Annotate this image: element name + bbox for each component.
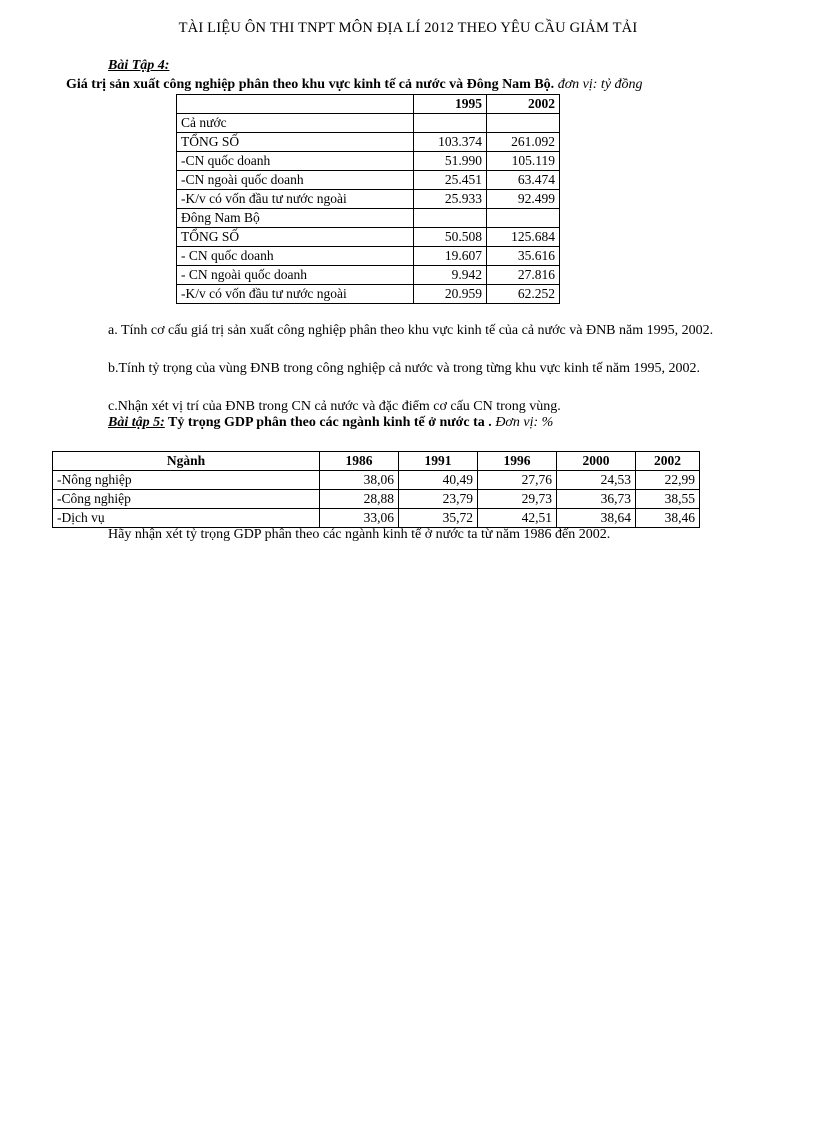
table-cell: 33,06 bbox=[320, 509, 399, 528]
table-cell: -CN ngoài quốc doanh bbox=[177, 171, 414, 190]
table-header-row bbox=[53, 452, 700, 471]
table-header-cell bbox=[177, 95, 414, 114]
table-cell: TỔNG SỐ bbox=[177, 133, 414, 152]
table-row bbox=[177, 114, 560, 133]
table-cell: 29,73 bbox=[478, 490, 557, 509]
gdp-share-table bbox=[52, 451, 700, 528]
table-cell: 27,76 bbox=[478, 471, 557, 490]
table-cell: Cả nước bbox=[177, 114, 414, 133]
table-cell bbox=[414, 114, 487, 133]
table-cell: Đông Nam Bộ bbox=[177, 209, 414, 228]
table-cell: 20.959 bbox=[414, 285, 487, 304]
table-row bbox=[53, 471, 700, 490]
exercise-4-caption-text: Giá trị sản xuất công nghiệp phân theo khu vực kinh tế cả nước và Đông Nam Bộ. bbox=[66, 77, 555, 92]
table-header-cell: 1991 bbox=[399, 452, 478, 471]
table-cell bbox=[487, 209, 560, 228]
table-row bbox=[177, 228, 560, 247]
table-cell: TỔNG SỐ bbox=[177, 228, 414, 247]
table-row bbox=[177, 133, 560, 152]
table-cell: 105.119 bbox=[487, 152, 560, 171]
table-cell: -CN quốc doanh bbox=[177, 152, 414, 171]
table-cell: 23,79 bbox=[399, 490, 478, 509]
table-cell bbox=[414, 209, 487, 228]
exercise-5-heading bbox=[108, 415, 553, 431]
table-cell: 38,06 bbox=[320, 471, 399, 490]
table-cell: 35.616 bbox=[487, 247, 560, 266]
table-header-cell: 1986 bbox=[320, 452, 399, 471]
exercise-5-unit: Đơn vị: % bbox=[495, 415, 554, 430]
table-cell: 19.607 bbox=[414, 247, 487, 266]
document-title: TÀI LIỆU ÔN THI TNPT MÔN ĐỊA LÍ 2012 THEO YÊU CẦU GIẢM TẢI bbox=[178, 20, 638, 36]
table-cell: 42,51 bbox=[478, 509, 557, 528]
table-cell: - CN quốc doanh bbox=[177, 247, 414, 266]
table-cell: 40,49 bbox=[399, 471, 478, 490]
table-cell: -Công nghiệp bbox=[53, 490, 320, 509]
table-row bbox=[177, 190, 560, 209]
table-row bbox=[53, 509, 700, 528]
table-cell: -K/v có vốn đầu tư nước ngoài bbox=[177, 190, 414, 209]
table-row bbox=[177, 247, 560, 266]
table-cell: 63.474 bbox=[487, 171, 560, 190]
table-cell bbox=[487, 114, 560, 133]
table-cell: -Nông nghiệp bbox=[53, 471, 320, 490]
table-header-cell: 2000 bbox=[557, 452, 636, 471]
exercise-4-caption bbox=[66, 77, 643, 93]
table-row bbox=[177, 209, 560, 228]
exercise-5-instruction: Hãy nhận xét tỷ trọng GDP phân theo các ngành kinh tế ở nước ta từ năm 1986 đến 2002. bbox=[108, 527, 611, 542]
question-c-text: c.Nhận xét vị trí của ĐNB trong CN cả nước và đặc điểm cơ cấu CN trong vùng. bbox=[108, 399, 561, 414]
table-header-cell: 1995 bbox=[414, 95, 487, 114]
question-c bbox=[60, 398, 757, 416]
question-b-text: b.Tính tỷ trọng của vùng ĐNB trong công nghiệp cả nước và trong từng khu vực kinh tế năm 1995, 2002. bbox=[108, 361, 701, 376]
table-header-cell: 2002 bbox=[487, 95, 560, 114]
table-row bbox=[177, 171, 560, 190]
table-cell: 9.942 bbox=[414, 266, 487, 285]
table-cell: 36,73 bbox=[557, 490, 636, 509]
table-cell: 28,88 bbox=[320, 490, 399, 509]
exercise-4-heading: Bài Tập 4: bbox=[108, 58, 170, 73]
table-cell: 92.499 bbox=[487, 190, 560, 209]
table-cell: 22,99 bbox=[636, 471, 700, 490]
table-row bbox=[177, 285, 560, 304]
question-a-text: a. Tính cơ cấu giá trị sản xuất công nghiệp phân theo khu vực kinh tế của cả nước và ĐNB năm 1995, 2002. bbox=[108, 323, 714, 338]
table-header-cell: 2002 bbox=[636, 452, 700, 471]
table-cell: 24,53 bbox=[557, 471, 636, 490]
question-b bbox=[60, 360, 757, 378]
table-row bbox=[177, 266, 560, 285]
exercise-4-unit: đơn vị: tỷ đồng bbox=[557, 77, 643, 92]
table-cell: 27.816 bbox=[487, 266, 560, 285]
table-header-cell: Ngành bbox=[53, 452, 320, 471]
table-cell: -Dịch vụ bbox=[53, 509, 320, 528]
table-cell: 25.933 bbox=[414, 190, 487, 209]
table-cell: - CN ngoài quốc doanh bbox=[177, 266, 414, 285]
question-a bbox=[60, 322, 757, 340]
table-header-cell: 1996 bbox=[478, 452, 557, 471]
industry-output-table bbox=[176, 94, 560, 304]
table-cell: 25.451 bbox=[414, 171, 487, 190]
exercise-5-label: Bài tập 5: bbox=[108, 415, 165, 430]
table-cell: 50.508 bbox=[414, 228, 487, 247]
table-cell: 62.252 bbox=[487, 285, 560, 304]
table-cell: 38,46 bbox=[636, 509, 700, 528]
table-cell: -K/v có vốn đầu tư nước ngoài bbox=[177, 285, 414, 304]
table-row bbox=[177, 152, 560, 171]
exercise-5-caption: Tỷ trọng GDP phân theo các ngành kinh tế ở nước ta . bbox=[164, 415, 492, 430]
table-cell: 103.374 bbox=[414, 133, 487, 152]
table-cell: 51.990 bbox=[414, 152, 487, 171]
table-row bbox=[53, 490, 700, 509]
table-header-row bbox=[177, 95, 560, 114]
table-cell: 35,72 bbox=[399, 509, 478, 528]
table-cell: 38,64 bbox=[557, 509, 636, 528]
table-cell: 261.092 bbox=[487, 133, 560, 152]
table-cell: 125.684 bbox=[487, 228, 560, 247]
table-cell: 38,55 bbox=[636, 490, 700, 509]
